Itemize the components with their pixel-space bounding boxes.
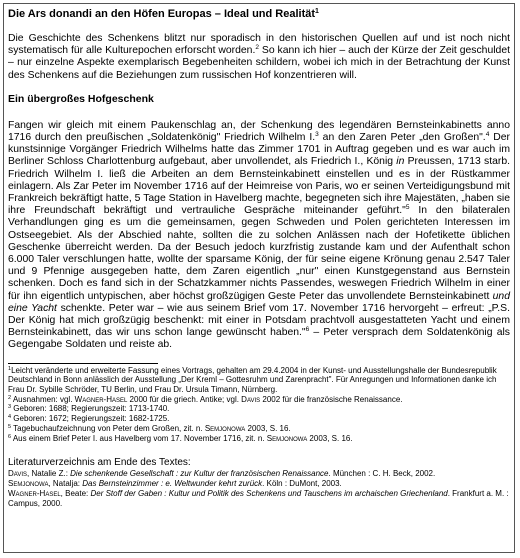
- para-text-2: an den Zaren Peter „den Großen".: [318, 132, 486, 144]
- footnote-separator: [8, 363, 158, 364]
- bibliography-entry-davis: [8, 469, 510, 479]
- footnote-5: [8, 424, 510, 434]
- footnote-author: Semjonowa: [266, 433, 308, 443]
- footnote-number: 6: [8, 433, 12, 440]
- footnote-number: 3: [8, 404, 12, 411]
- footnote-4: [8, 414, 510, 424]
- footnote-ref-2[interactable]: 2: [255, 44, 259, 52]
- footnote-text: Geboren: 1688; Regierungszeit: 1713-1740.: [13, 404, 170, 414]
- bibliography-work-title: Die schenkende Gesellschaft : zur Kultur der französischen Renaissance: [70, 469, 329, 479]
- footnote-text: Tagebuchaufzeichnung von Peter dem Großen, zit. n.: [13, 423, 205, 433]
- footnote-author: Semjonowa: [204, 423, 246, 433]
- footnote-number: 2: [8, 394, 12, 401]
- main-paragraph: [8, 120, 510, 352]
- footnote-text: 2003, S. 16.: [307, 433, 353, 443]
- document-page: [3, 3, 515, 553]
- bibliography-text: , Beate:: [60, 489, 91, 499]
- footnote-ref-5[interactable]: 5: [405, 204, 410, 212]
- bibliography-author: Wagner-Hasel: [8, 489, 61, 499]
- bibliography-work-title: Das Bernsteinzimmer : e. Weltwunder kehrt zurück: [82, 479, 263, 489]
- para-text-7: – Peter versprach dem Soldatenkönig als Gegengabe Soldaten und reiste ab.: [8, 327, 510, 351]
- footnote-text: 2003, S. 16.: [245, 423, 291, 433]
- bibliography-text: . Köln : DuMont, 2003.: [262, 479, 342, 489]
- document-content: [8, 8, 510, 509]
- intro-text-1: Die Geschichte des Schenkens blitzt nur sporadisch in den historischen Quellen auf und ist noch nicht systematisch für alle Kulturepochen erforscht worden.: [8, 33, 510, 57]
- bibliography-text: , Natalja:: [48, 479, 83, 489]
- footnote-3: [8, 404, 510, 414]
- para-text-5: In den bilateralen Verhandlungen ging es um die gemeinsamen, gegen Schweden und Polen gerichteten Interessen im Ostseegebiet. Als der Abschied nahte, sollten die zu solchen Anlässen nach der Hofetikette üblichen Geschenke überreicht werden. Da der Besuch jedoch kurzfristig zustande kam und der Aufenthalt schon 6.000 Taler verschlungen hatte, wollte der sparsame König, der für seine eigene Krönung genau 2.547 Taler und 9 Pfennige ausgegeben hatte, dem Zaren eigentlich „nur" einen Kunstgegenstand aus Bernstein schenken. Doch es fand sich in der Schatzkammer nichts Passendes, weswegen Friedrich Wilhelm in einer für ihn eigentlich untypischen, aber höchst großzügigen Geste Peter das unvollendete Bernsteinkabinett: [8, 205, 511, 302]
- para-text-1: Fangen wir gleich mit einem Paukenschlag an, der Schenkung des legendären Bernsteinkabinetts anno 1716 durch den preußischen „Soldatenkönig" Friedrich Wilhelm I.: [8, 119, 510, 144]
- footnote-number: 4: [8, 414, 12, 421]
- footnote-text: 2002 für die französische Renaissance.: [260, 394, 403, 404]
- footnote-2: [8, 395, 510, 405]
- bibliography-entry-semjonowa: [8, 479, 510, 489]
- para-text-4: Preussen, 1713 starb. Friedrich Wilhelm I. ließ die Arbeiten an dem Bernsteinkabinett einstellen und es in der Rüstkammer einlagern. Als Zar Peter im November 1716 auf der Heimreise von Paris, wo er seinen Verteidigungsbund mit Frankreich bekräftigt hatte, 5 Tage Station in Havelberg machte, begegneten sich ihre Majestäten, „haben sie ihre Freundschaft bekräftigt und vertrauliche Gespräche miteinander geführt.": [8, 156, 511, 217]
- footnote-number: 1: [8, 365, 12, 372]
- section-heading: Ein übergroßes Hofgeschenk: [8, 92, 154, 105]
- footnote-1: [8, 366, 510, 395]
- footnote-text: 2000 für die griech. Antike; vgl.: [127, 394, 242, 404]
- bibliography-work-title: Der Stoff der Gaben : Kultur und Politik des Schenkens und Tauschens im archaischen Griechenland: [90, 489, 448, 499]
- footnotes: [8, 366, 510, 444]
- article-body: [8, 33, 510, 352]
- bibliography-author: Davis: [8, 469, 28, 479]
- para-text-3: Der kunstsinnige Vorgänger Friedrich Wilhelms hatte das Zimmer 1701 in Auftrag gegeben und es war auch im Berliner Schloss Charlottenburg aufgebaut, aber unvollendet, als Friedrich I., König: [8, 132, 510, 168]
- footnote-ref-3[interactable]: 3: [315, 131, 319, 139]
- footnote-text: Geboren: 1672; Regierungszeit: 1682-1725.: [13, 414, 170, 424]
- emphasis-in: in: [396, 156, 405, 168]
- title-text: Die Ars donandi an den Höfen Europas – Ideal und Realität: [8, 8, 316, 20]
- footnote-text: Ausnahmen: vgl.: [12, 394, 75, 404]
- title-footnote-ref[interactable]: 1: [315, 8, 319, 15]
- footnote-author: Davis: [241, 394, 261, 404]
- bibliography-title: Literaturverzeichnis am Ende des Textes:: [8, 457, 191, 469]
- footnote-author: Wagner-Hasel: [74, 394, 128, 404]
- footnote-6: [8, 434, 510, 444]
- bibliography-text: . München : C. H. Beck, 2002.: [328, 469, 436, 479]
- footnote-number: 5: [8, 423, 12, 430]
- bibliography-text: . Frankfurt a. M. : Campus, 2000.: [8, 489, 509, 509]
- bibliography-author: Semjonowa: [8, 479, 49, 489]
- intro-text-2: So kann ich hier – auch der Kürze der Zeit geschuldet – nur einzelne Aspekte exemplarisch Begebenheiten schildern, wobei ich mich in der Betrachtung der Kunst des Schenkens auf die Beziehungen zum russischen Hof konzentrieren will.: [8, 45, 510, 81]
- footnote-text: Aus einem Brief Peter I. aus Havelberg vom 17. November 1716, zit. n.: [12, 433, 267, 443]
- footnote-ref-6[interactable]: 6: [305, 326, 310, 334]
- bibliography-text: , Natalie Z.:: [27, 469, 71, 479]
- emphasis-yacht: und eine Yacht: [8, 290, 510, 314]
- footnote-text: Leicht veränderte und erweiterte Fassung eines Vortrags, gehalten am 29.4.2004 in der Kunst- und Ausstellungshalle der Bundesrepublik Deutschland in Bonn anlässlich der Ausstellung „Der Kreml – Gottesruhm und Zarenpracht". Für Anregungen und Informationen danke ich Frau Dr. Sybille Schröder, TU Berlin, und Frau Dr. Ursula Timann, Nürnberg.: [8, 365, 497, 395]
- intro-paragraph: [8, 33, 510, 82]
- footnote-ref-4[interactable]: 4: [485, 131, 490, 139]
- bibliography-entry-wagner-hasel: [8, 489, 510, 509]
- bibliography: [8, 469, 510, 509]
- para-text-6: schenkte. Peter war – wie aus seinem Brief vom 17. November 1716 hervorgeht – erfreut: „P.S. Der König hat mich großzügig beschenkt: mit einer in Potsdam prachtvoll ausgestatteten Yacht und einem Bernsteinkabinett, das wir uns schon lange gewünscht haben.": [8, 302, 510, 339]
- page-title: [8, 8, 510, 21]
